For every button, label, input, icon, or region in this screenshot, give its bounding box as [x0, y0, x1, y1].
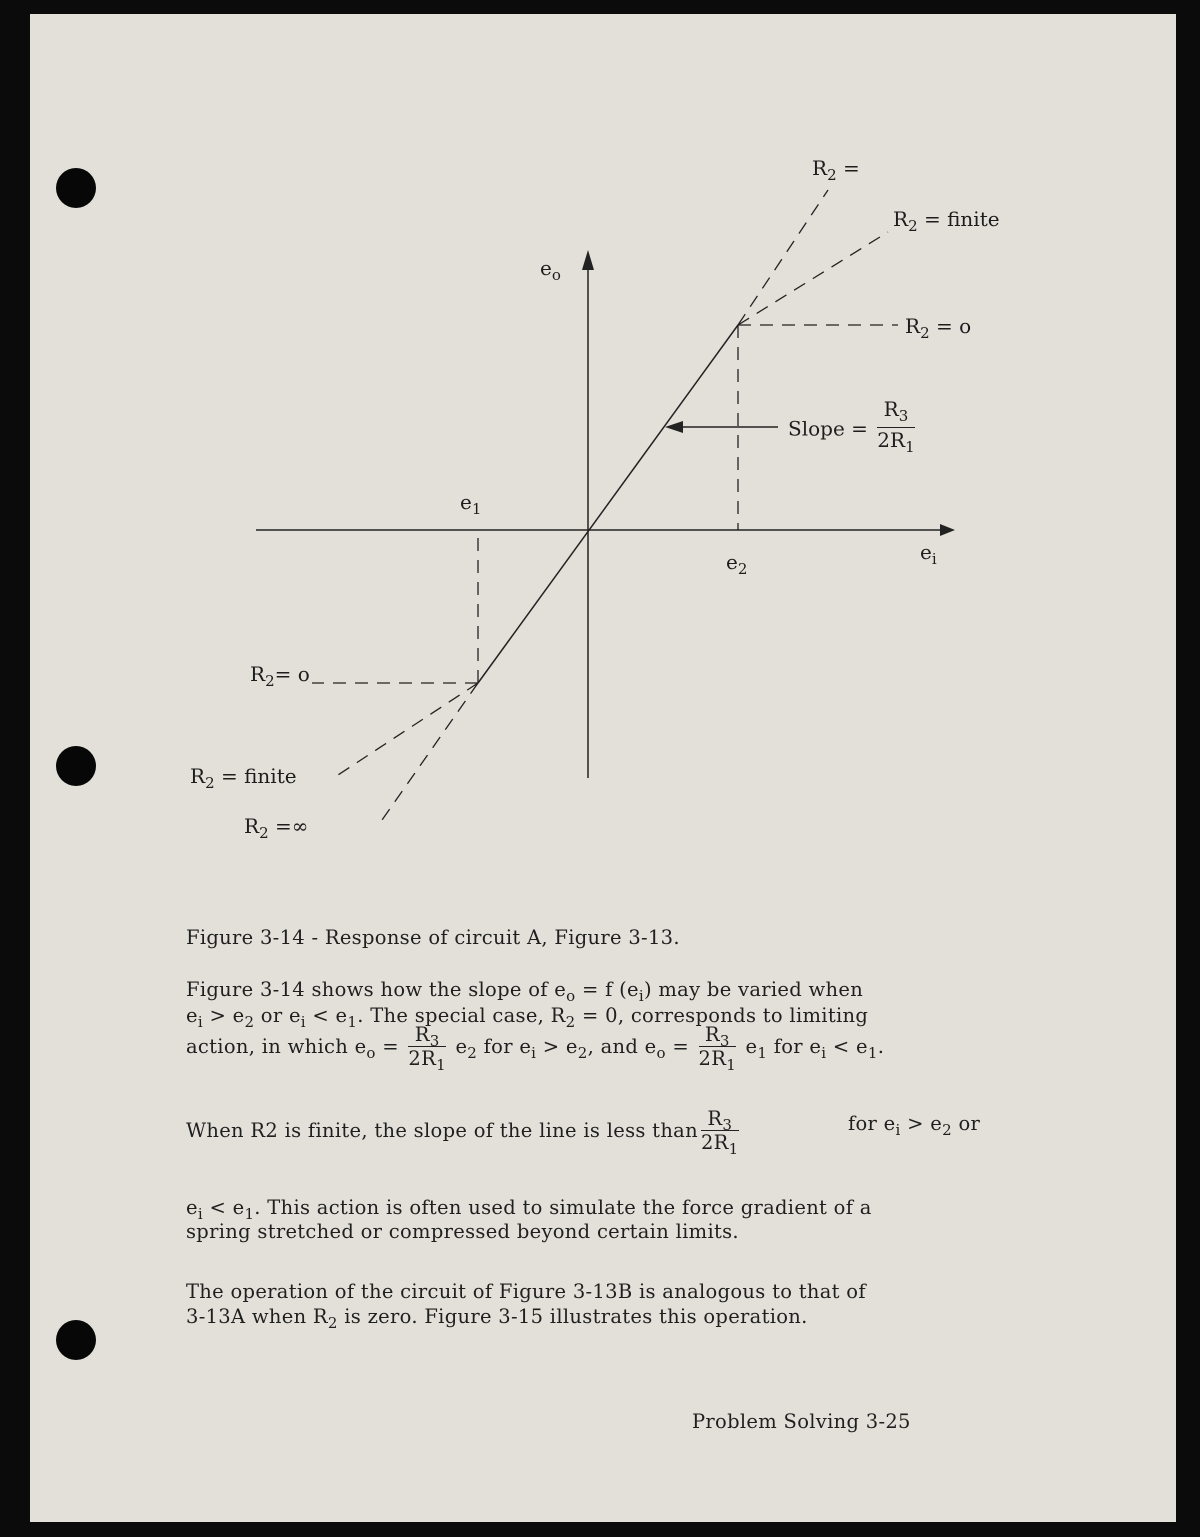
r2-zero-upper-label: $R_2 = o$	[905, 314, 972, 342]
r2-finite-lower-label: $R_2$ = finite	[190, 764, 297, 792]
r2-finite-upper-label: $R_2$ = finite	[893, 207, 1000, 235]
page-footer: Problem Solving 3-25	[692, 1410, 911, 1433]
para1-line3: action, in which $e_o$ = $\frac{R_3}{2R_1}$ $e_2$ for $e_i > e_2$, and $e_o$ = $\frac{R_3}{2R_1}$ $e_1$ for $e_i < e_1$.	[186, 1023, 885, 1074]
e1-label: $e_1$	[460, 490, 482, 518]
r2-finite-upper-line	[738, 232, 888, 325]
e2-label: $e_2$	[726, 550, 748, 578]
r2-inf-lower-line	[382, 683, 478, 820]
para3-line1: $e_i < e_1$. This action is often used to simulate the force gradient of a	[186, 1196, 872, 1223]
eo-axis-label: $e_o$	[540, 256, 561, 284]
para4-line2: 3-13A when $R_2$ is zero. Figure 3-15 illustrates this operation.	[186, 1305, 808, 1332]
r2-infinity-upper-label: $R_2$ =	[812, 156, 860, 184]
slope-label: Slope = $\frac{R_3}{2R_1}$	[788, 398, 918, 459]
x-axis-arrowhead	[940, 524, 955, 536]
para1-line1: Figure 3-14 shows how the slope of $e_o = f$ $(e_i)$ may be varied when	[186, 978, 864, 1005]
r2-zero-lower-label: $R_2= o$	[250, 662, 310, 690]
r2-finite-lower-line	[338, 683, 478, 775]
r2-infinity-lower-label: $R_2$ =∞	[244, 814, 309, 842]
figure-caption: Figure 3-14 - Response of circuit A, Figure 3-13.	[186, 926, 680, 949]
para1-line2: $e_i > e_2$ or $e_i < e_1$. The special case, $R_2 = 0$, corresponds to limiting	[186, 1004, 869, 1031]
ei-axis-label: $e_i$	[920, 540, 937, 568]
para4-line1: The operation of the circuit of Figure 3-13B is analogous to that of	[186, 1280, 866, 1303]
slope-fraction-text: $\frac{R_3}{2R_1}$	[700, 1107, 739, 1158]
limit-fraction-2: $\frac{R_3}{2R_1}$	[698, 1023, 737, 1074]
slope-fraction: $\frac{R_3}{2R_1}$	[877, 397, 915, 456]
para2-line: When R2 is finite, the slope of the line is less than $\frac{R_3}{2R_1}$	[186, 1107, 739, 1158]
limit-fraction-1: $\frac{R_3}{2R_1}$	[408, 1023, 446, 1074]
para2-condition: for $e_i > e_2$ or	[848, 1112, 981, 1139]
r2-inf-upper-line	[738, 190, 828, 325]
y-axis-arrowhead	[582, 250, 594, 270]
transfer-line	[478, 325, 738, 683]
para3-line2: spring stretched or compressed beyond certain limits.	[186, 1220, 739, 1243]
